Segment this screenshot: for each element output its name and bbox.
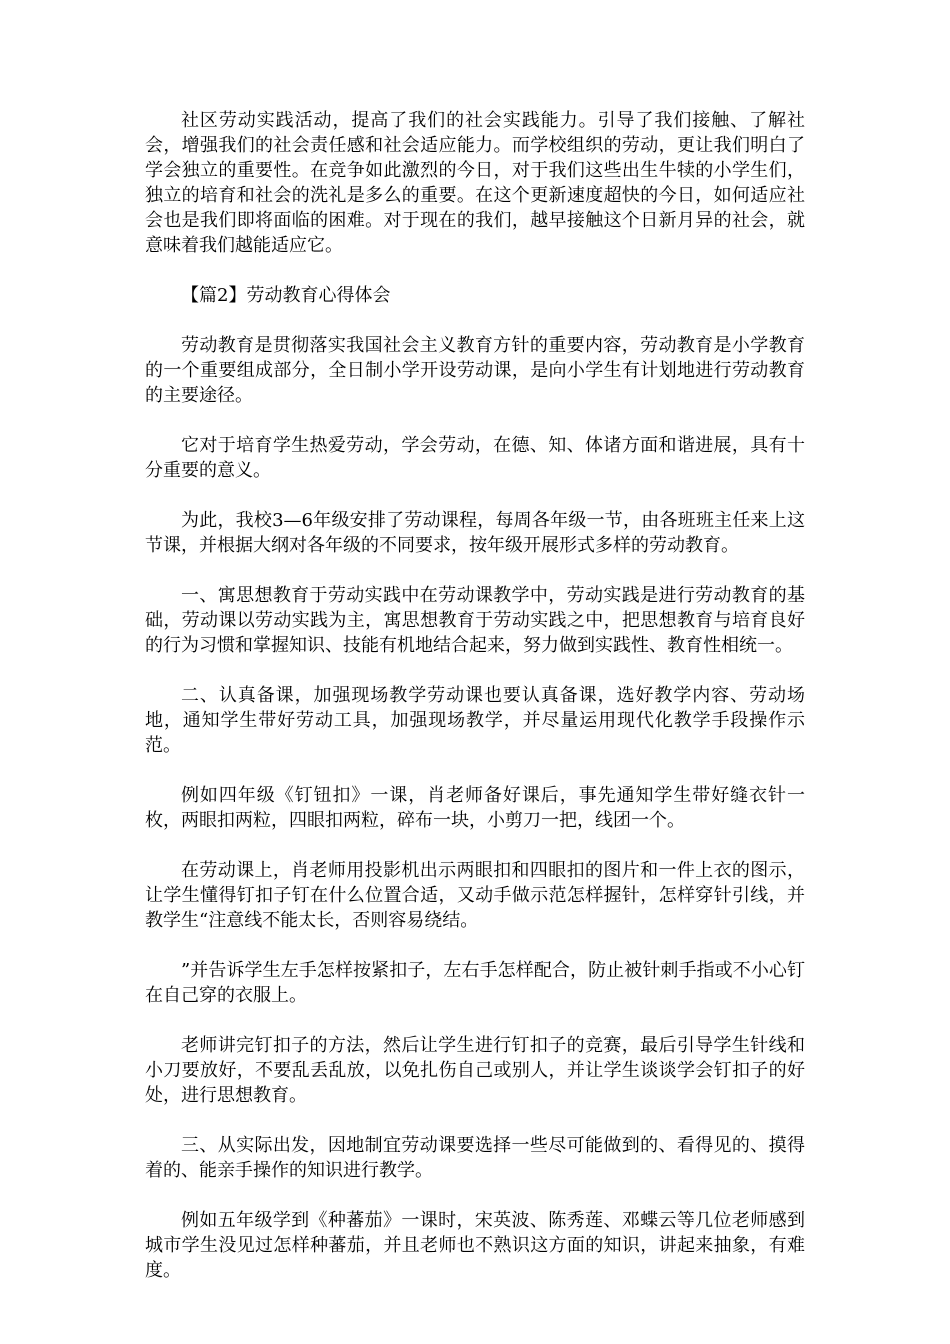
paragraph-point-two: 二、认真备课，加强现场教学劳动课也要认真备课，选好教学内容、劳动场地，通知学生带好劳动工具，加强现场教学，并尽量运用现代化教学手段操作示范。 [145, 685, 805, 756]
paragraph-button-lesson-example: 例如四年级《钉钮扣》一课，肖老师备好课后，事先通知学生带好缝衣针一枚，两眼扣两粒，四眼扣两粒，碎布一块，小剪刀一把，线团一个。 [145, 785, 805, 831]
paragraph-button-competition: 老师讲完钉扣子的方法，然后让学生进行钉扣子的竞赛，最后引导学生针线和小刀要放好，不要乱丢乱放，以免扎伤自己或别人，并让学生谈谈学会钉扣子的好处，进行思想教育。 [145, 1035, 805, 1106]
paragraph-point-one: 一、寓思想教育于劳动实践中在劳动课教学中，劳动实践是进行劳动教育的基础，劳动课以劳动实践为主，寓思想教育于劳动实践之中，把思想教育与培育良好的行为习惯和掌握知识、技能有机地结合起来，努力做到实践性、教育性相统一。 [145, 585, 805, 656]
document-page [145, 108, 805, 1308]
paragraph-point-three: 三、从实际出发，因地制宜劳动课要选择一些尽可能做到的、看得见的、摸得着的、能亲手操作的知识进行教学。 [145, 1135, 805, 1181]
paragraph-labor-education-intro: 劳动教育是贯彻落实我国社会主义教育方针的重要内容，劳动教育是小学教育的一个重要组成部分，全日制小学开设劳动课，是向小学生有计划地进行劳动教育的主要途径。 [145, 335, 805, 406]
paragraph-significance: 它对于培育学生热爱劳动，学会劳动，在德、知、体诸方面和谐进展，具有十分重要的意义。 [145, 435, 805, 481]
paragraph-tomato-lesson-example: 例如五年级学到《种蕃茄》一课时，宋英波、陈秀莲、邓蝶云等几位老师感到城市学生没见过怎样种蕃茄，并且老师也不熟识这方面的知识，讲起来抽象，有难度。 [145, 1210, 805, 1281]
paragraph-course-arrangement: 为此，我校3—6年级安排了劳动课程，每周各年级一节，由各班班主任来上这节课，并根据大纲对各年级的不同要求，按年级开展形式多样的劳动教育。 [145, 510, 805, 556]
paragraph-button-lesson-demo: 在劳动课上，肖老师用投影机出示两眼扣和四眼扣的图片和一件上衣的图示，让学生懂得钉扣子钉在什么位置合适，又动手做示范怎样握针，怎样穿针引线，并教学生“注意线不能太长，否则容易绕结。 [145, 860, 805, 931]
section-heading-part-2: 【篇2】劳动教育心得体会 [181, 285, 391, 306]
paragraph-community-labor: 社区劳动实践活动，提高了我们的社会实践能力。引导了我们接触、了解社会，增强我们的社会责任感和社会适应能力。而学校组织的劳动，更让我们明白了学会独立的重要性。在竞争如此激烈的今日，对于我们这些出生牛犊的小学生们，独立的培育和社会的洗礼是多么的重要。在这个更新速度超快的今日，如何适应社会也是我们即将面临的困难。对于现在的我们，越早接触这个日新月异的社会，就意味着我们越能适应它。 [145, 110, 805, 256]
paragraph-button-lesson-instruction: ”并告诉学生左手怎样按紧扣子，左右手怎样配合，防止被针刺手指或不小心钉在自己穿的衣服上。 [145, 960, 805, 1006]
